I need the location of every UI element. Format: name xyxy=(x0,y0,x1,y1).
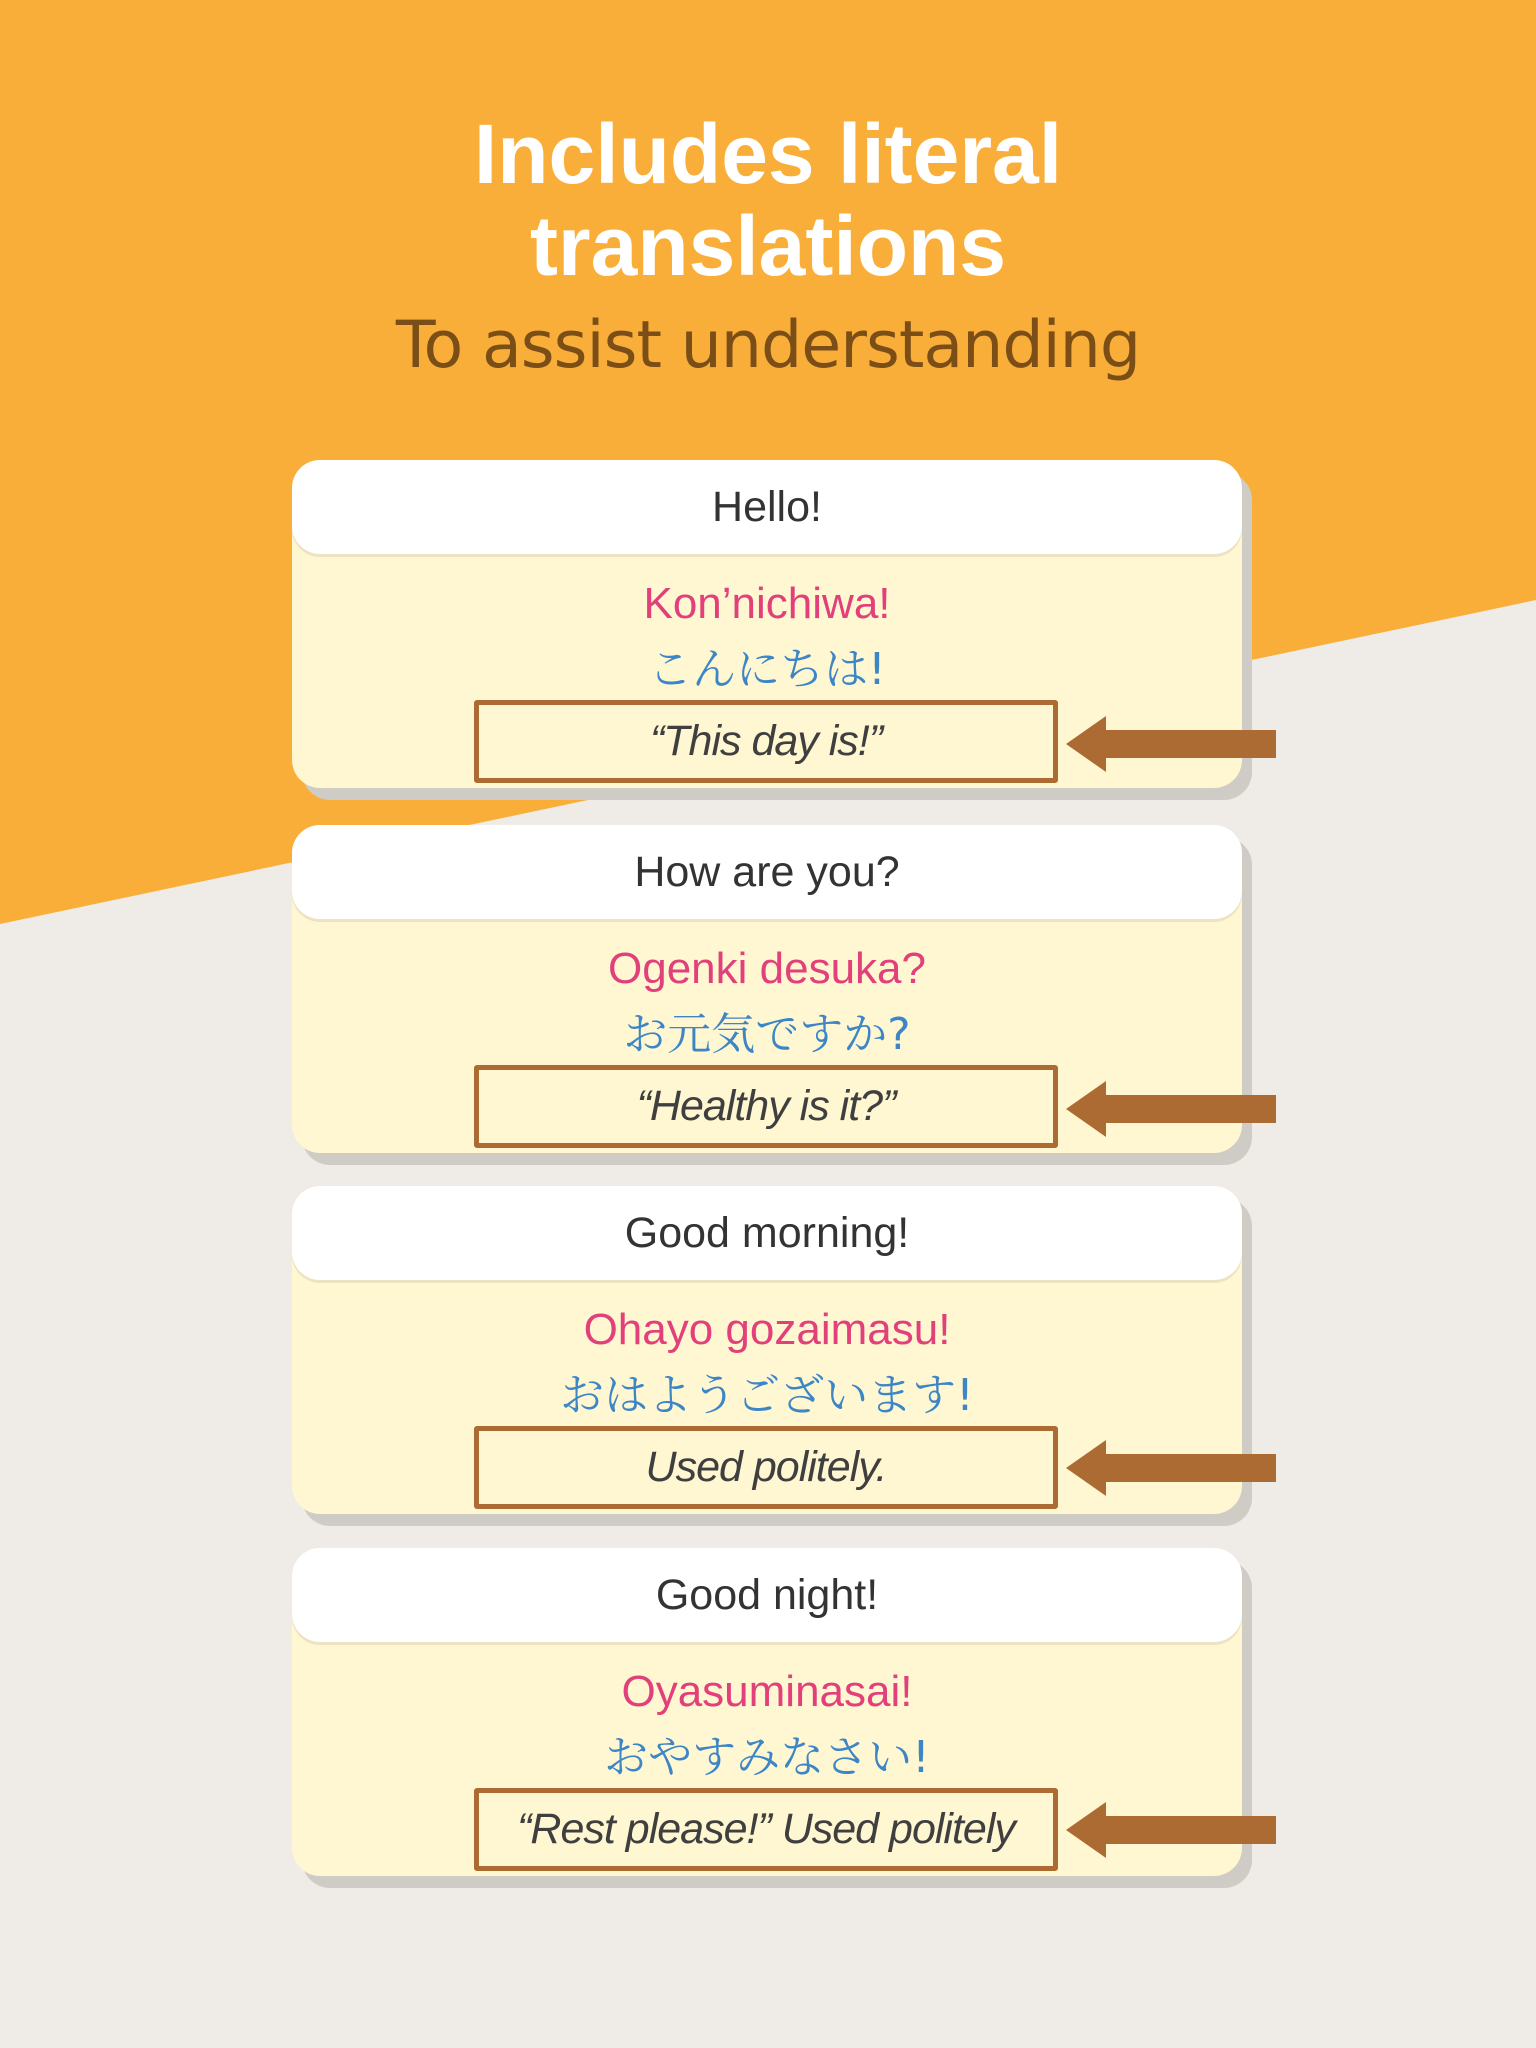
romaji-phrase: Ogenki desuka? xyxy=(608,944,926,993)
english-phrase: Good night! xyxy=(655,1571,879,1619)
literal-translation: “Healthy is it?” xyxy=(474,1065,1058,1148)
english-phrase: How are you? xyxy=(634,848,900,896)
english-phrase: Good morning! xyxy=(624,1209,910,1257)
romaji-phrase: Oyasuminasai! xyxy=(621,1667,913,1716)
japanese-phrase: お元気ですか? xyxy=(623,1009,911,1060)
left-arrow-icon xyxy=(1066,1800,1278,1860)
literal-translation: “Rest please!” Used politely xyxy=(474,1788,1058,1871)
left-arrow-icon xyxy=(1066,714,1278,774)
romaji-phrase: Ohayo gozaimasu! xyxy=(583,1305,951,1354)
japanese-phrase: こんにちは! xyxy=(648,644,886,695)
romaji-phrase: Kon’nichiwa! xyxy=(643,579,891,628)
left-arrow-icon xyxy=(1066,1079,1278,1139)
literal-translation: “This day is!” xyxy=(474,700,1058,783)
title-line-1: Includes literal xyxy=(473,107,1063,201)
title-line-2: translations xyxy=(529,199,1007,293)
japanese-phrase: おはようございます! xyxy=(560,1370,974,1421)
page-title xyxy=(0,108,1536,292)
page-subtitle: To assist understanding xyxy=(395,308,1141,383)
japanese-phrase: おやすみなさい! xyxy=(604,1732,930,1783)
english-phrase: Hello! xyxy=(712,483,822,531)
left-arrow-icon xyxy=(1066,1438,1278,1498)
literal-translation: Used politely. xyxy=(474,1426,1058,1509)
